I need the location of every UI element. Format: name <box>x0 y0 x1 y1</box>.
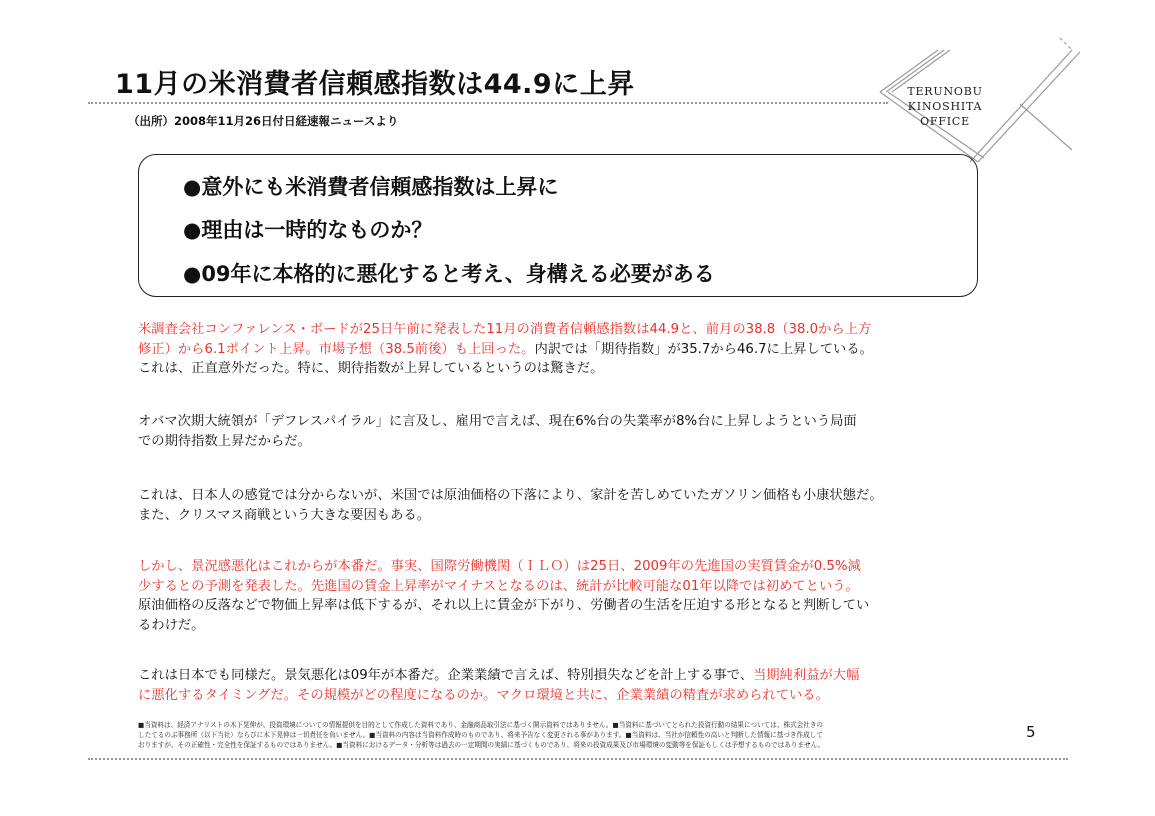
paragraph-1-line-2-highlight: 修正）から6.1ポイント上昇。市場予想（38.5前後）も上回った。 <box>138 341 535 357</box>
paragraph-3 <box>138 486 988 525</box>
paragraph-1-line-3: これは、正直意外だった。特に、期待指数が上昇しているというのは驚きだ。 <box>138 361 604 376</box>
paragraph-5-line-1-highlight: 当期純利益が大幅 <box>753 668 860 683</box>
paragraph-2-line-1: オバマ次期大統領が「デフレスパイラル」に言及し、雇用で言えば、現在6%台の失業率が8%台に上昇しようという局面 <box>138 414 857 429</box>
paragraph-5-line-2: に悪化するタイミングだ。その規模がどの程度になるのか。マクロ環境と共に、企業業績の精査が求められている。 <box>138 687 829 703</box>
page-title: 11月の米消費者信頼感指数は44.9に上昇 <box>115 69 635 100</box>
paragraph-1 <box>138 320 988 379</box>
paragraph-4-line-1: しかし、景況感悪化はこれからが本番だ。事実、国際労働機関（ＩＬＯ）は25日、2009年の先進国の実質賃金が0.5%減 <box>138 559 861 574</box>
title-underline <box>88 102 888 104</box>
disclaimer-line-3: おりますが、その正確性・完全性を保証するものではありません。■当資料におけるデータ・分析等は過去の一定期間の実績に基づくものであり、将来の投資成果及び市場環境の変動等を保証もしくは予想するものではありません。 <box>138 741 825 749</box>
logo-line-3: OFFICE <box>920 115 970 128</box>
paragraph-2-line-2: での期待指数上昇だからだ。 <box>138 433 311 449</box>
summary-point-1: ●意外にも米消費者信頼感指数は上昇に <box>183 175 559 199</box>
page-number: 5 <box>1026 723 1036 741</box>
summary-box <box>138 154 978 297</box>
disclaimer-line-2: したてるのぶ事務所（以下当社）ならびに木下晃伸は一切責任を負いません。■当資料の内容は当資料作成時のものであり、将来予告なく変更される事があります。■当資料は、当社が信頼性の高いと判断した情報に基づき作成して <box>138 731 823 739</box>
paragraph-5 <box>138 666 988 705</box>
paragraph-2 <box>138 412 988 451</box>
disclaimer-line-1: ■当資料は、経済アナリストの木下晃伸が、投資環境についての情報提供を目的として作成した資料であり、金融商品取引法に基づく開示資料ではありません。■当資料に基づいてとられた投資行動の結果については、株式会社きの <box>138 721 824 729</box>
disclaimer <box>138 720 1008 750</box>
logo-line-1: TERUNOBU <box>907 85 983 98</box>
logo-line-2: KINOSHITA <box>907 100 983 113</box>
paragraph-1-line-1: 米調査会社コンファレンス・ボードが25日午前に発表した11月の消費者信頼感指数は44.9と、前月の38.8（38.0から上方 <box>138 322 872 337</box>
summary-point-2: ●理由は一時的なものか？ <box>183 218 433 242</box>
paragraph-4-line-4: るわけだ。 <box>138 617 205 633</box>
office-logo <box>895 84 995 129</box>
paragraph-4-line-2: 少するとの予測を発表した。先進国の賃金上昇率がマイナスとなるのは、統計が比較可能な01年以降では初めてという。 <box>138 578 859 594</box>
paragraph-3-line-2: また、クリスマス商戦という大きな要因もある。 <box>138 507 430 523</box>
summary-point-3: ●09年に本格的に悪化すると考え、身構える必要がある <box>183 262 715 286</box>
paragraph-3-line-1: これは、日本人の感覚では分からないが、米国では原油価格の下落により、家計を苦しめていたガソリン価格も小康状態だ。 <box>138 488 883 503</box>
paragraph-5-line-1-start: これは日本でも同様だ。景気悪化は09年が本番だ。企業業績で言えば、特別損失などを計上する事で、 <box>138 668 754 683</box>
source-citation: （出所）2008年11月26日付日経速報ニュースより <box>128 114 399 128</box>
paragraph-1-line-2-rest: 内訳では「期待指数」が35.7から46.7に上昇している。 <box>534 341 873 357</box>
paragraph-4 <box>138 557 988 635</box>
footer-divider <box>88 758 1068 760</box>
paragraph-4-line-3: 原油価格の反落などで物価上昇率は低下するが、それ以上に賃金が下がり、労働者の生活を圧迫する形となると判断してい <box>138 598 870 613</box>
